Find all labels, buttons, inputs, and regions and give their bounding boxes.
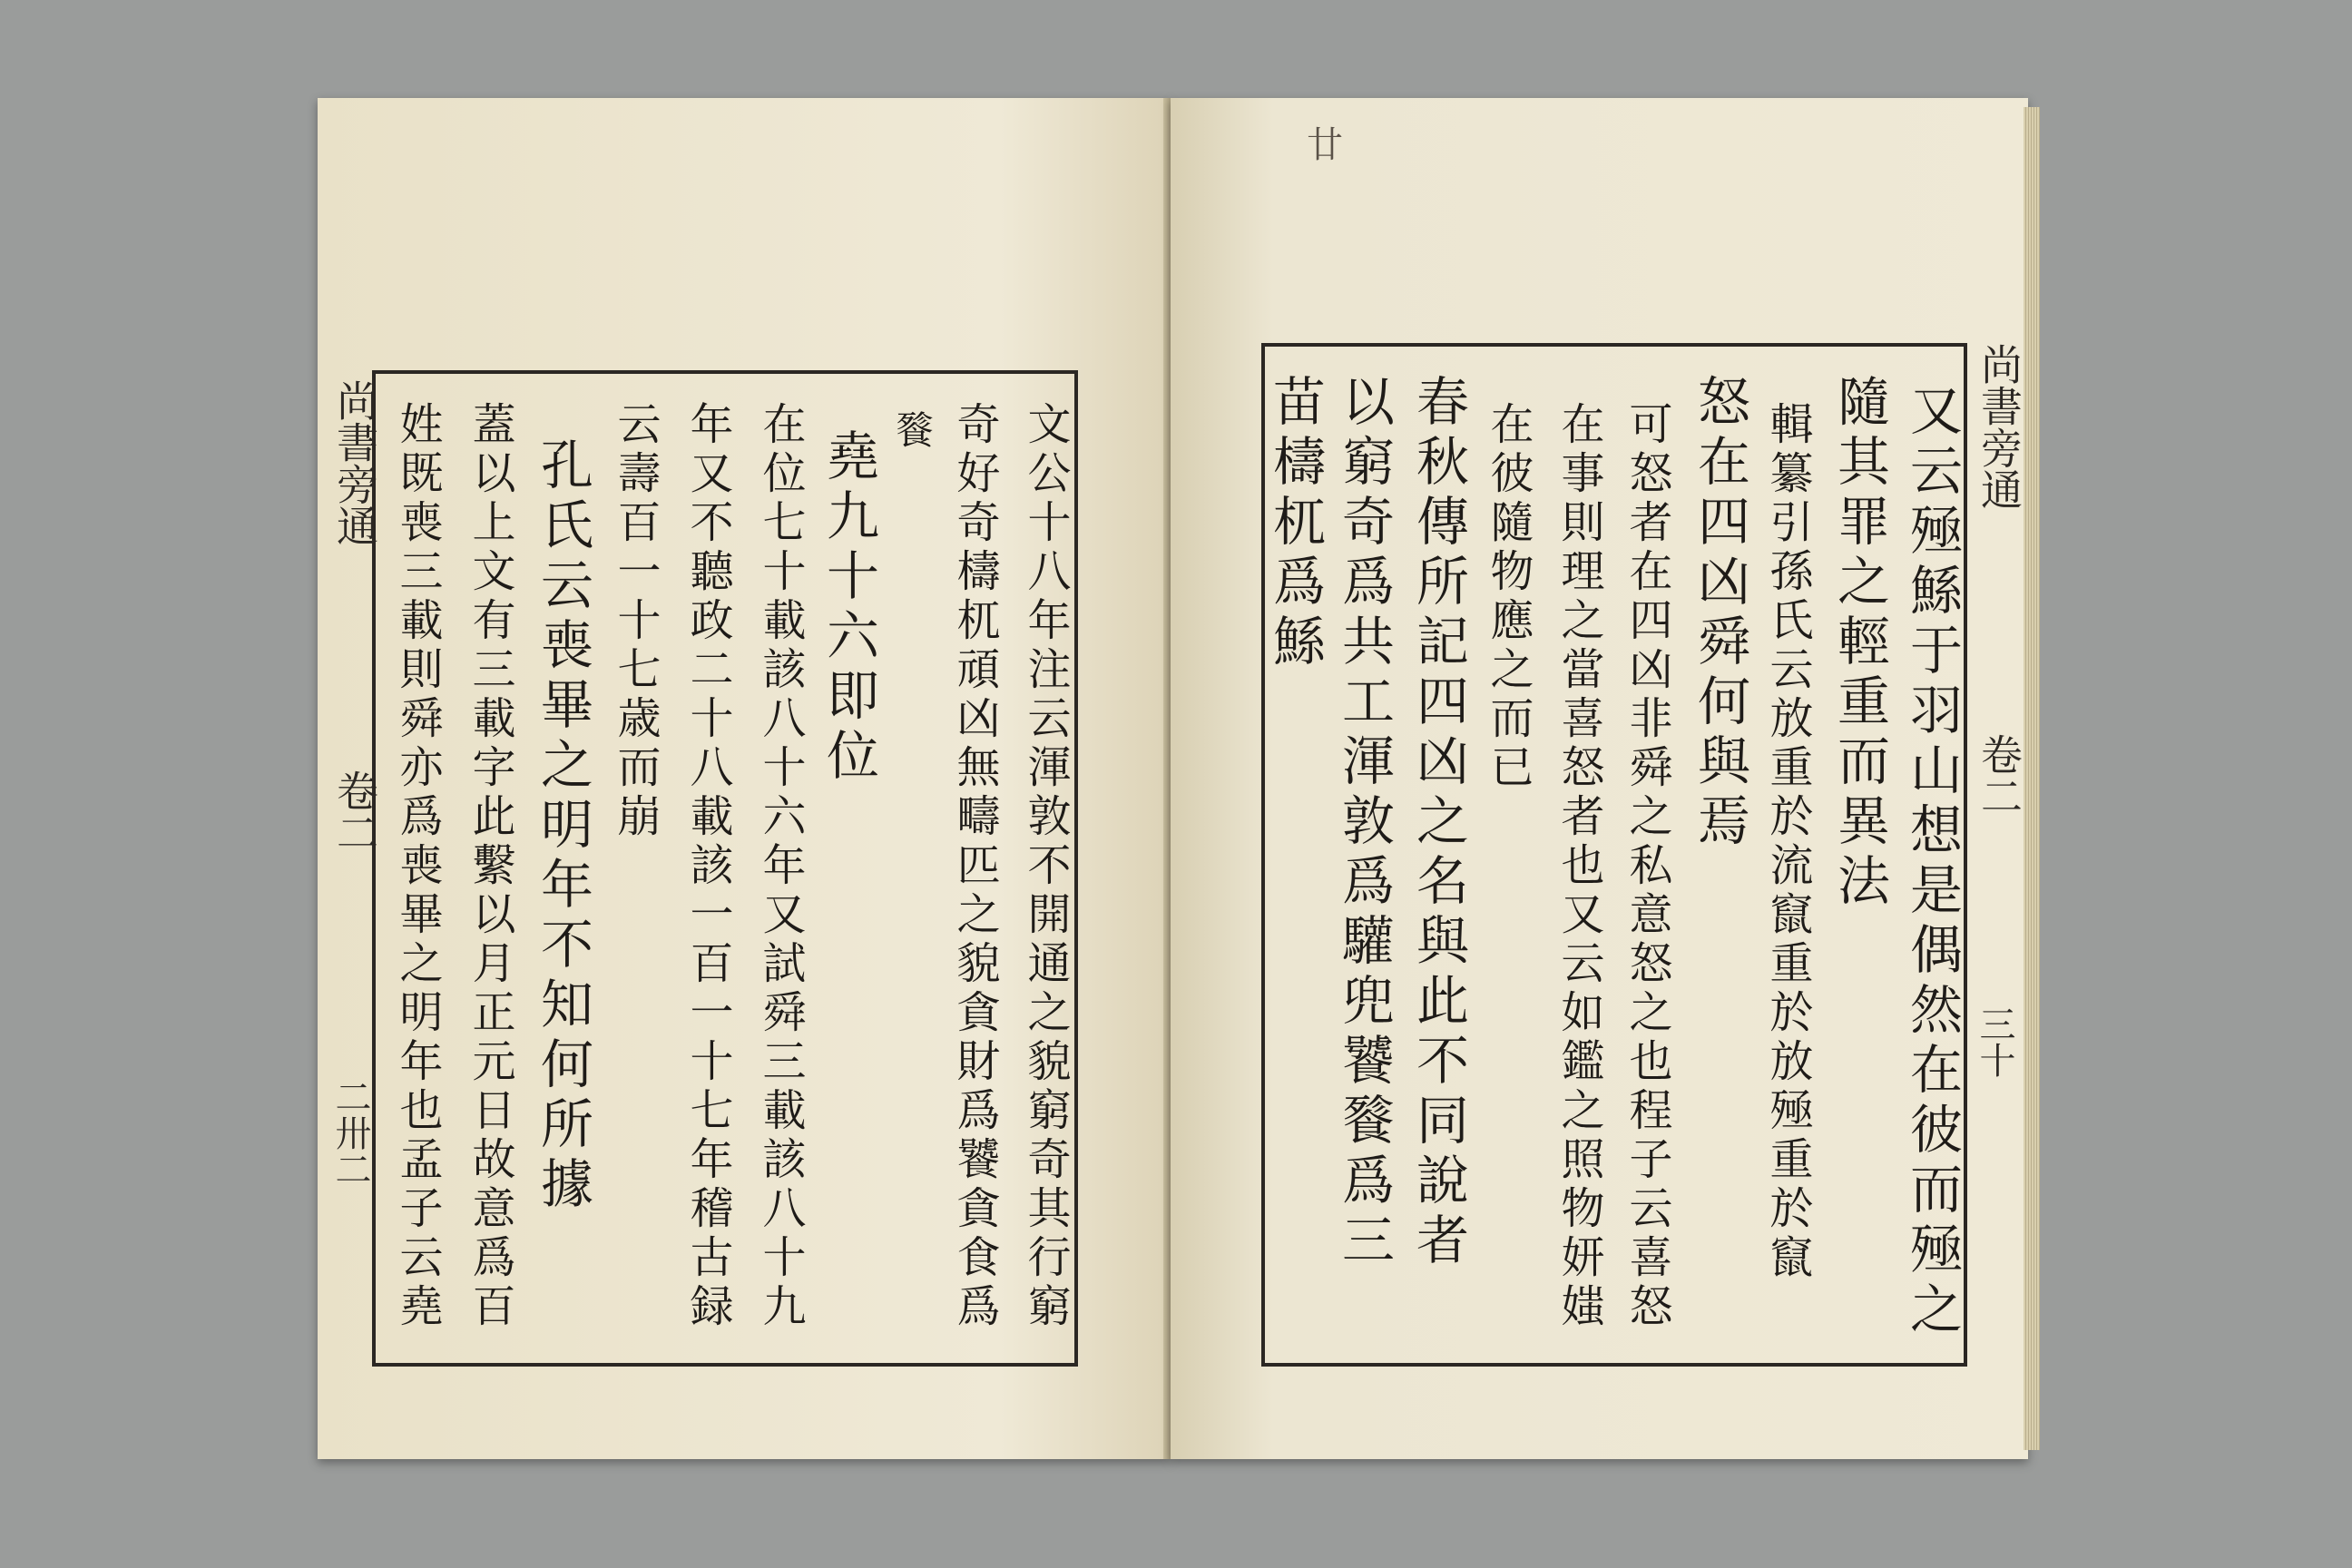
page-edges — [2024, 107, 2040, 1450]
right-text-frame — [1261, 343, 1967, 1367]
right-margin-volume: 卷二 — [1975, 733, 2024, 817]
right-column-4: 怒在四凶舜何與焉 — [1689, 374, 1750, 853]
right-column-5: 可怒者在四凶非舜之私意怒之也程子云喜怒 — [1622, 401, 1672, 1332]
right-column-9: 以窮奇爲共工渾敦爲驩兜饕餮爲三 — [1333, 374, 1395, 1272]
right-margin-title: 尚書旁通 — [1975, 343, 2024, 510]
open-book — [318, 98, 2042, 1468]
left-column-8: 孔氏云喪畢之明年不知何所據 — [532, 437, 593, 1216]
right-column-2: 隨其罪之輕重而異法 — [1828, 374, 1890, 913]
left-margin-volume: 卷二 — [330, 769, 379, 853]
right-column-1: 又云殛鯀于羽山想是偶然在彼而殛之 — [1901, 383, 1963, 1341]
left-column-9: 蓋以上文有三載字此繫以月正元日故意爲百 — [465, 401, 515, 1332]
left-column-7: 云壽百一十七歳而崩 — [610, 401, 661, 842]
left-column-5: 在位七十載該八十六年又試舜三載該八十九 — [755, 401, 806, 1332]
left-column-2: 奇好奇檮杌頑凶無疇匹之貌貪財爲饕貪食爲 — [949, 401, 1000, 1332]
left-page — [318, 98, 1171, 1459]
right-column-10: 苗檮杌爲鯀 — [1264, 374, 1326, 673]
right-margin-folio: 三十 — [1974, 1005, 2015, 1078]
right-column-7: 在彼隨物應之而已 — [1483, 401, 1534, 793]
right-column-3: 輯纂引孫氏云放重於流竄重於放殛重於竄 — [1762, 401, 1813, 1283]
left-column-4: 堯九十六即位 — [818, 428, 879, 788]
left-margin-title: 尚書旁通 — [330, 379, 379, 546]
right-page — [1171, 98, 2028, 1459]
left-column-3: 餮 — [890, 410, 935, 454]
left-text-frame — [372, 370, 1078, 1367]
right-page-stamp: 廿 — [1307, 124, 1343, 166]
left-column-10: 姓既喪三載則舜亦爲喪畢之明年也孟子云堯 — [392, 401, 443, 1332]
left-column-6: 年又不聽政二十八載該一百一十七年稽古録 — [682, 401, 733, 1332]
left-column-1: 文公十八年注云渾敦不開通之貌窮奇其行窮 — [1020, 401, 1071, 1332]
right-column-8: 春秋傳所記四凶之名與此不同說者 — [1407, 374, 1469, 1272]
left-margin-folio: 二卅二 — [329, 1078, 371, 1187]
right-column-6: 在事則理之當喜怒者也又云如鑑之照物妍媸 — [1553, 401, 1604, 1332]
